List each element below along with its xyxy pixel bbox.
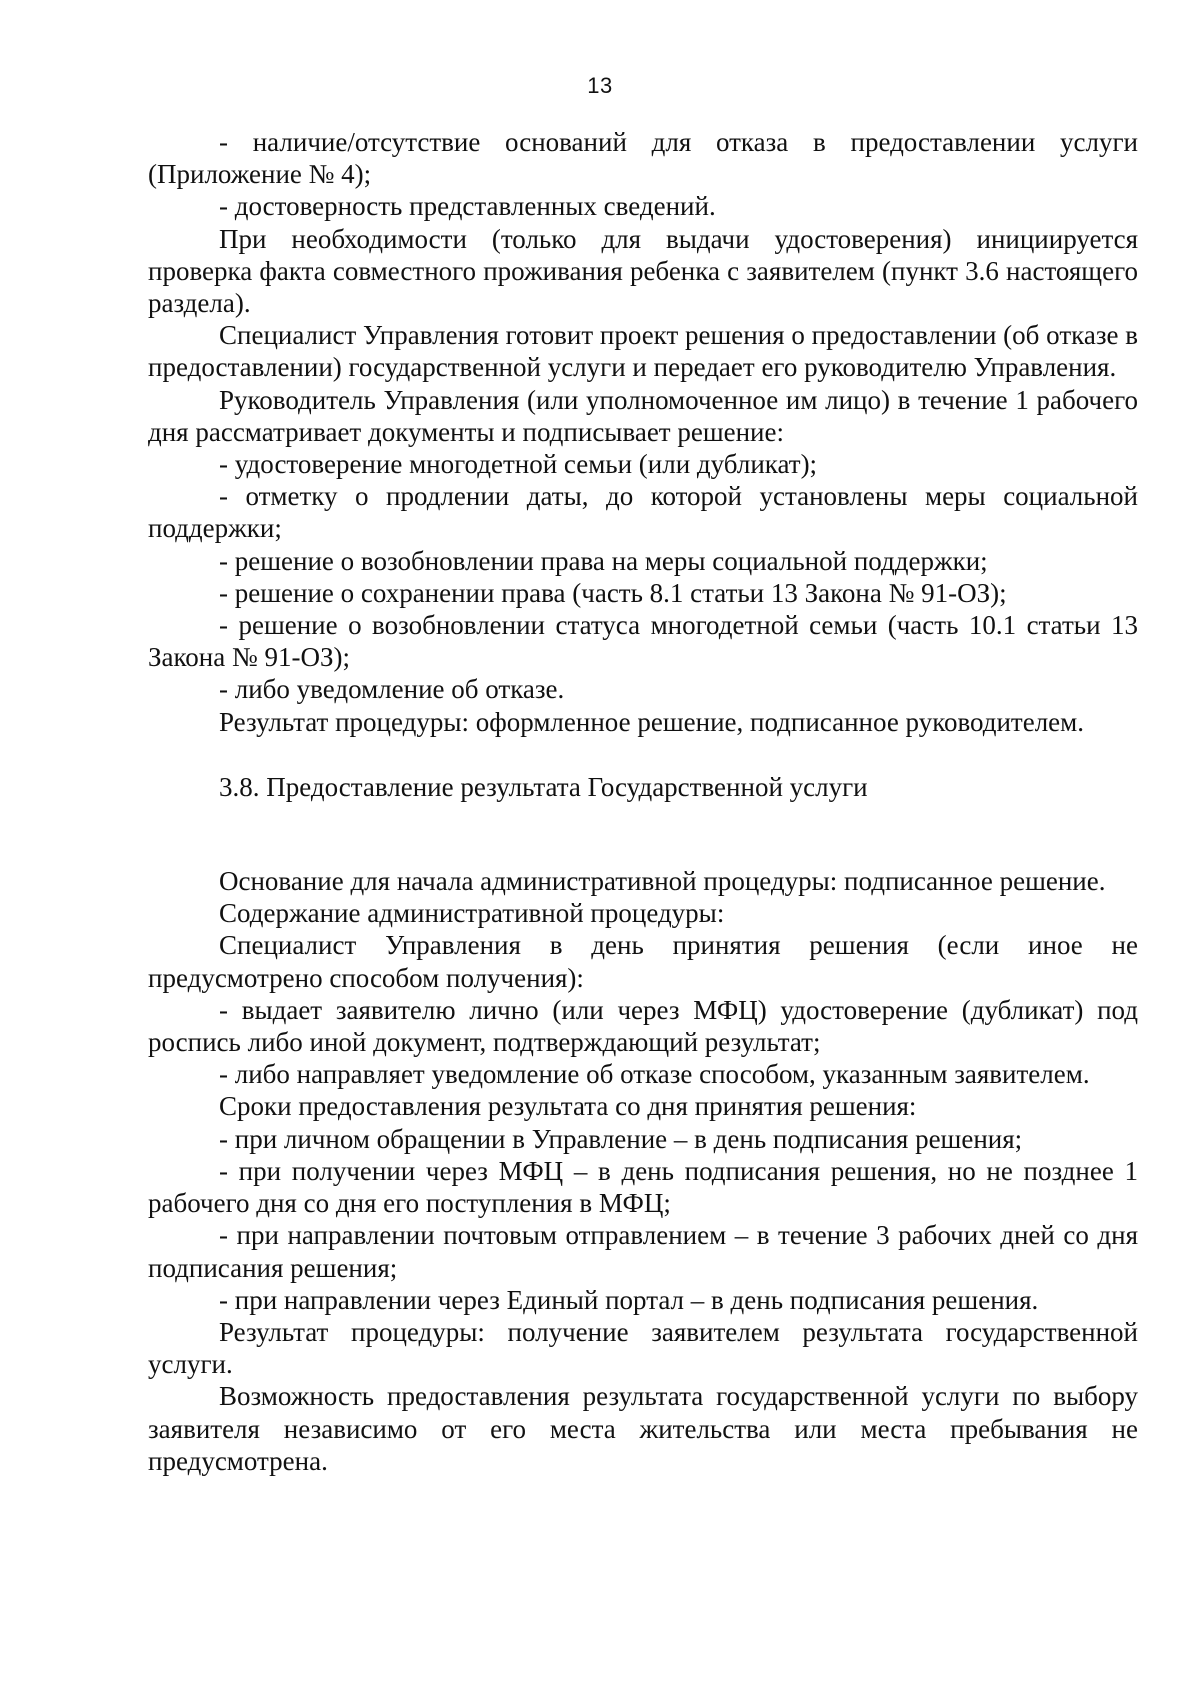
paragraph: - при направлении через Единый портал – в день подписания решения. [219, 1284, 1039, 1315]
paragraph: - достоверность представленных сведений. [219, 191, 716, 222]
paragraph: - при направлении почтовым отправлением – в течение 3 рабочих дней со дня подписания решения; [148, 1220, 1138, 1283]
paragraph: - решение о возобновлении статуса многодетной семьи (часть 10.1 статьи 13 Закона № 91-ОЗ); [148, 610, 1138, 673]
paragraph: - решение о сохранении права (часть 8.1 статьи 13 Закона № 91-ОЗ); [219, 577, 1007, 608]
paragraph: Руководитель Управления (или уполномоченное им лицо) в течение 1 рабочего дня рассматривает документы и подписывает решение: [148, 384, 1138, 447]
paragraph: Возможность предоставления результата государственной услуги по выбору заявителя независимо от его места жительства или места пребывания не предусмотрена. [148, 1381, 1138, 1476]
paragraph: При необходимости (только для выдачи удостоверения) инициируется проверка факта совместного проживания ребенка с заявителем (пункт 3.6 настоящего раздела). [148, 223, 1138, 319]
paragraph: - наличие/отсутствие оснований для отказа в предоставлении услуги (Приложение № 4); [148, 127, 1138, 190]
spacer [148, 803, 1138, 865]
paragraph: Основание для начала административной процедуры: подписанное решение. [219, 866, 1106, 897]
paragraph: - либо уведомление об отказе. [219, 674, 565, 705]
paragraph: - решение о возобновлении права на меры социальной поддержки; [219, 545, 988, 576]
paragraph: Специалист Управления в день принятия решения (если иное не предусмотрено способом получения): [148, 930, 1138, 993]
paragraph: Сроки предоставления результата со дня принятия решения: [219, 1091, 917, 1122]
paragraph: Результат процедуры: получение заявителем результата государственной услуги. [148, 1316, 1138, 1380]
section-heading: 3.8. Предоставление результата Государственной услуги [219, 771, 868, 802]
paragraph: - при личном обращении в Управление – в день подписания решения; [219, 1123, 1023, 1154]
document-body [148, 126, 1138, 1477]
paragraph: Содержание административной процедуры: [219, 898, 725, 929]
paragraph: - отметку о продлении даты, до которой установлены меры социальной поддержки; [148, 481, 1138, 544]
paragraph: - при получении через МФЦ – в день подписания решения, но не позднее 1 рабочего дня со дня его поступления в МФЦ; [148, 1155, 1138, 1219]
paragraph: Результат процедуры: оформленное решение, подписанное руководителем. [219, 706, 1085, 737]
paragraph: - либо направляет уведомление об отказе способом, указанным заявителем. [219, 1059, 1090, 1090]
page-number: 13 [587, 73, 613, 98]
paragraph: - выдает заявителю лично (или через МФЦ) удостоверение (дубликат) под роспись либо иной документ, подтверждающий результат; [148, 994, 1138, 1058]
paragraph: Специалист Управления готовит проект решения о предоставлении (об отказе в предоставлении) государственной услуги и передает его руководителю Управления. [148, 320, 1138, 383]
paragraph: - удостоверение многодетной семьи (или дубликат); [219, 449, 818, 480]
spacer [148, 738, 1138, 771]
